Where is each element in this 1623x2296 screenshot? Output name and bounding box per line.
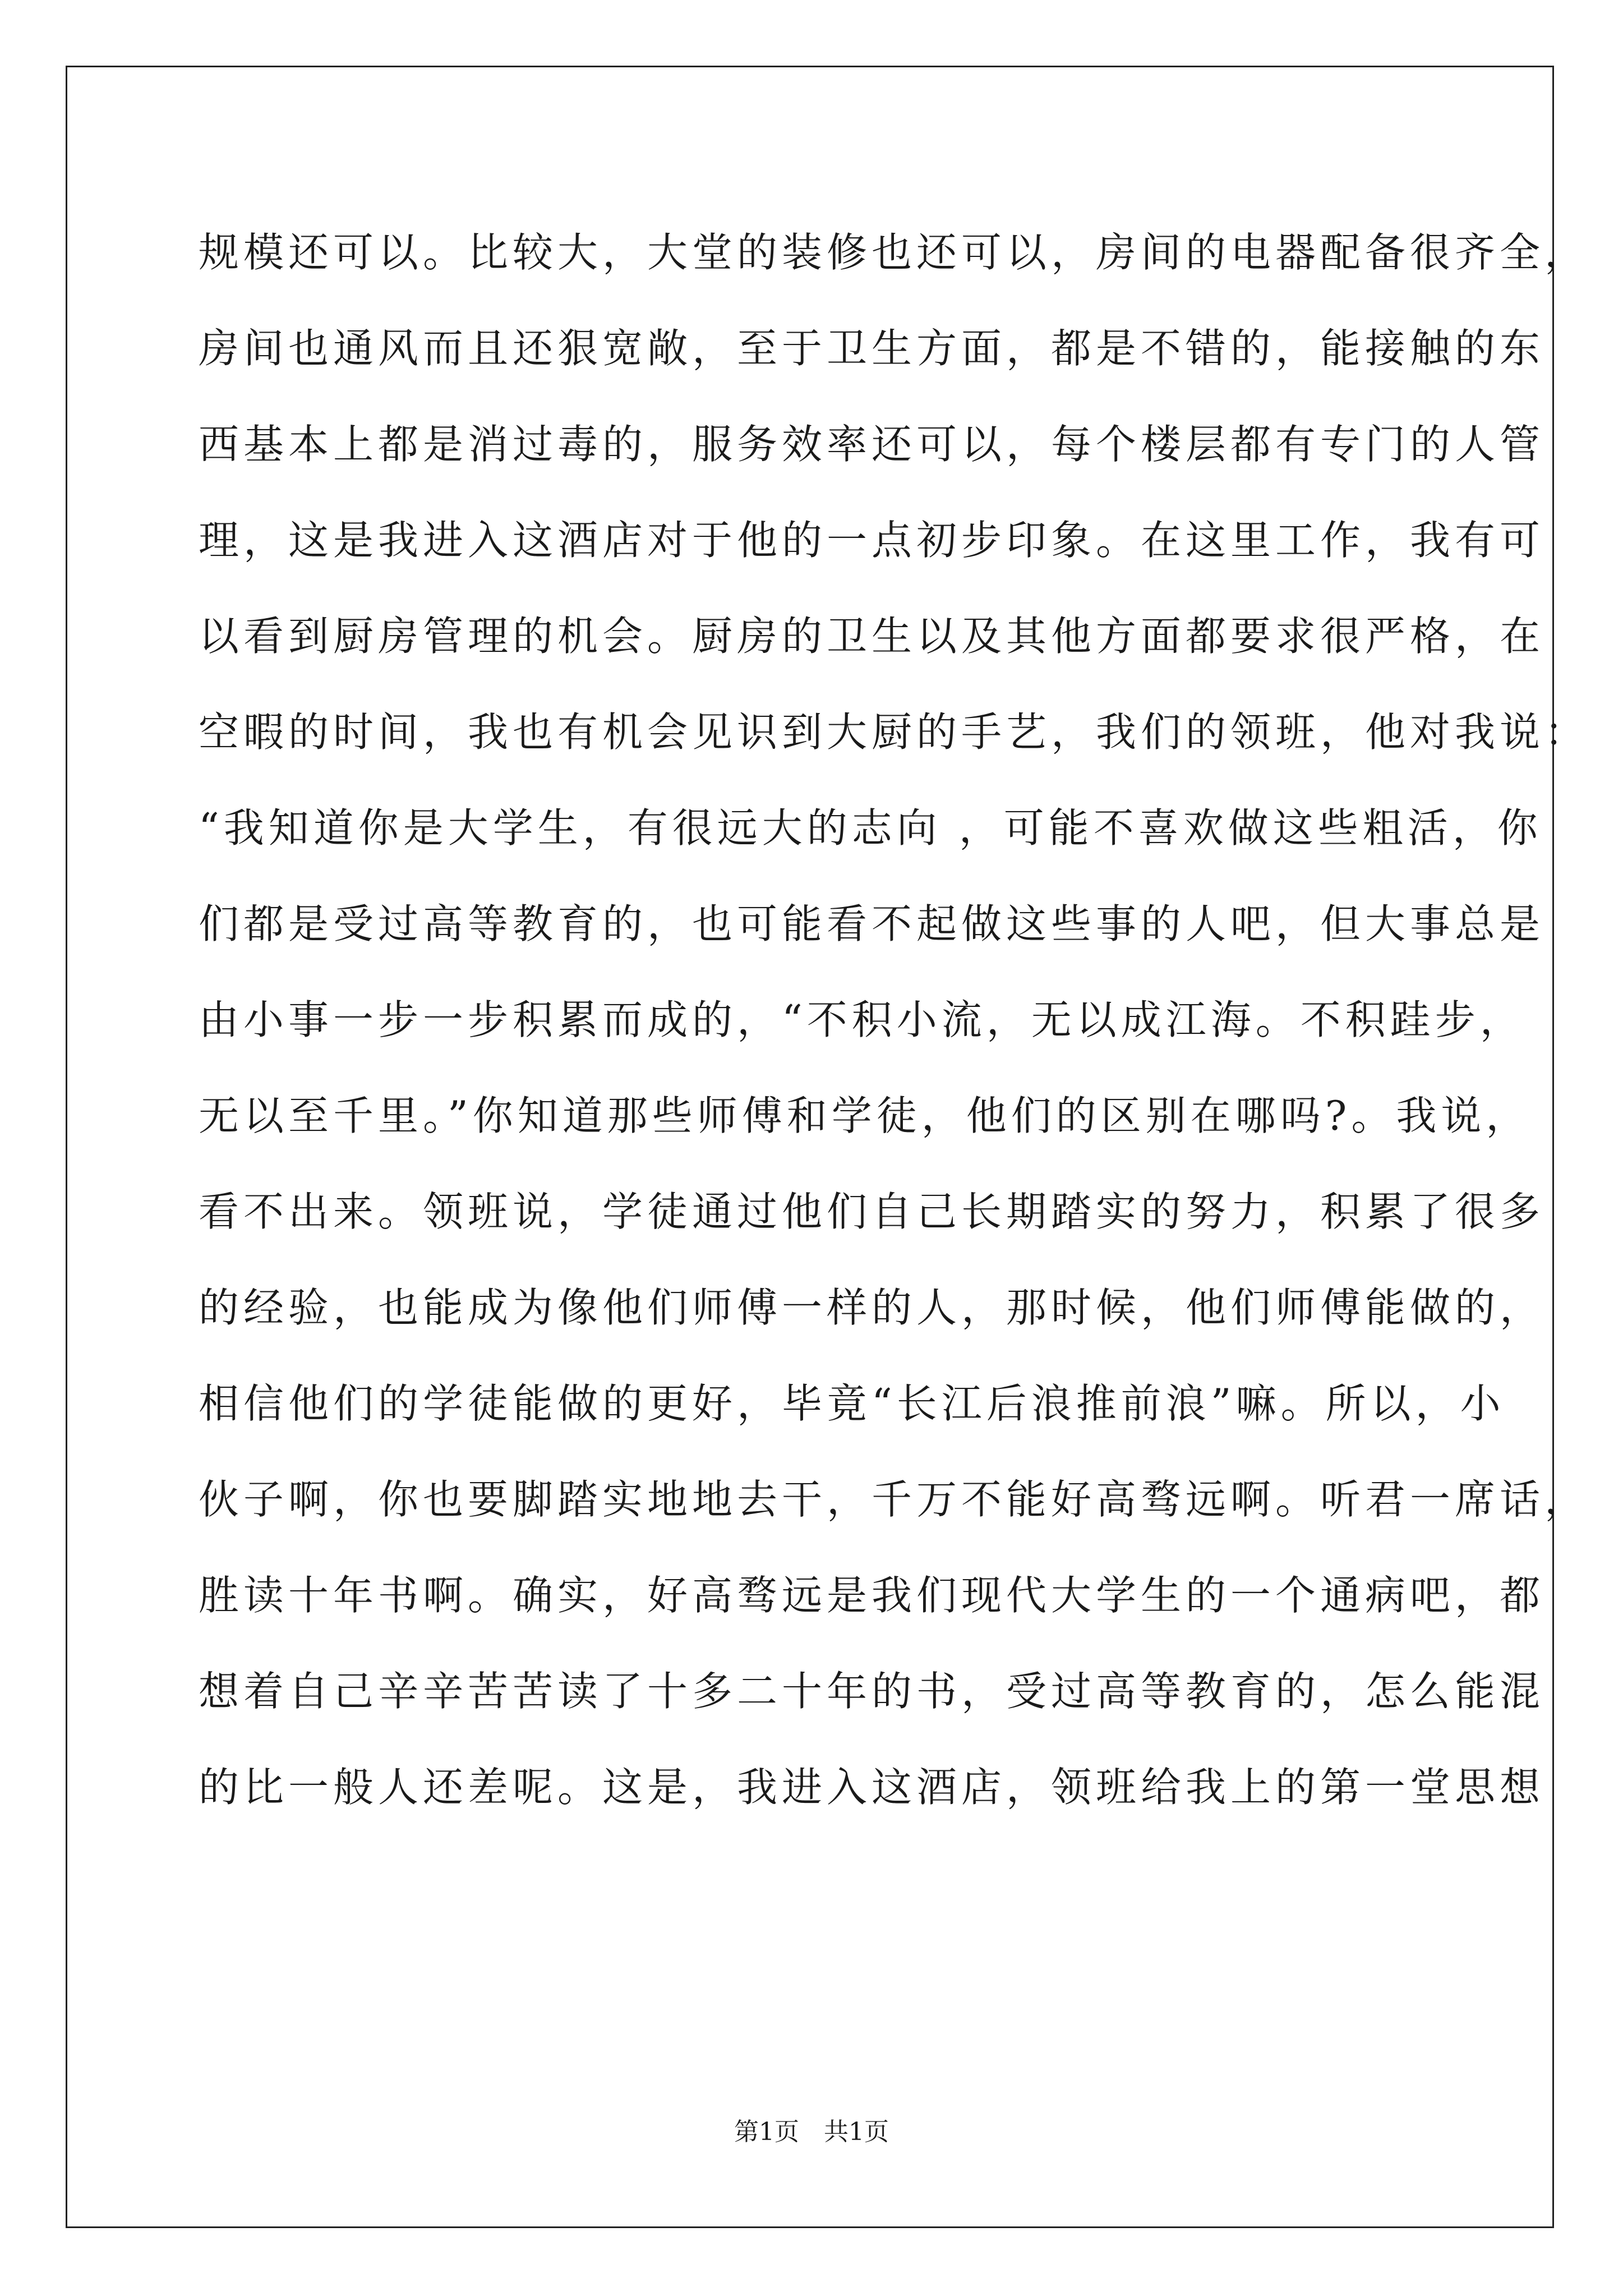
text-line: 理，这是我进入这酒店对于他的一点初步印象。在这里工作，我有可 xyxy=(199,517,1545,564)
page-number: 第1页 xyxy=(734,2118,799,2146)
text-line: “我知道你是大学生，有很远大的志向 ，可能不喜欢做这些粗活，你 xyxy=(199,804,1542,852)
text-line: 空暇的时间，我也有机会见识到大厨的手艺，我们的领班，他对我说： xyxy=(199,708,1590,756)
text-line: 由小事一步一步积累而成的，“不积小流，无以成江海。不积跬步， xyxy=(199,996,1525,1043)
text-line: 看不出来。领班说，学徒通过他们自己长期踏实的努力，积累了很多 xyxy=(199,1188,1545,1235)
text-line: 伙子啊，你也要脚踏实地地去干，千万不能好高骛远啊。听君一席话， xyxy=(199,1476,1590,1523)
text-line: 以看到厨房管理的机会。厨房的卫生以及其他方面都要求很严格，在 xyxy=(199,613,1545,660)
text-line: 相信他们的学徒能做的更好，毕竟“长江后浪推前浪”嘛。所以，小 xyxy=(199,1380,1505,1427)
page-total: 共1页 xyxy=(824,2118,889,2146)
page-footer xyxy=(0,2118,1623,2147)
text-line: 胜读十年书啊。确实，好高骛远是我们现代大学生的一个通病吧，都 xyxy=(199,1572,1545,1619)
text-line: 们都是受过高等教育的，也可能看不起做这些事的人吧，但大事总是 xyxy=(199,900,1545,947)
text-line: 的比一般人还差呢。这是，我进入这酒店，领班给我上的第一堂思想 xyxy=(199,1764,1545,1811)
text-line: 无以至千里。”你知道那些师傅和学徒，他们的区别在哪吗?。我说， xyxy=(199,1092,1531,1139)
text-line: 的经验，也能成为像他们师傅一样的人，那时候，他们师傅能做的， xyxy=(199,1284,1545,1331)
text-line: 西基本上都是消过毒的，服务效率还可以，每个楼层都有专门的人管 xyxy=(199,421,1545,468)
document-body xyxy=(199,220,1590,1851)
text-line: 房间也通风而且还狠宽敞，至于卫生方面，都是不错的，能接触的东 xyxy=(199,325,1545,372)
text-line: 规模还可以。比较大，大堂的装修也还可以，房间的电器配备很齐全， xyxy=(199,229,1590,276)
text-line: 想着自己辛辛苦苦读了十多二十年的书，受过高等教育的，怎么能混 xyxy=(199,1668,1545,1715)
